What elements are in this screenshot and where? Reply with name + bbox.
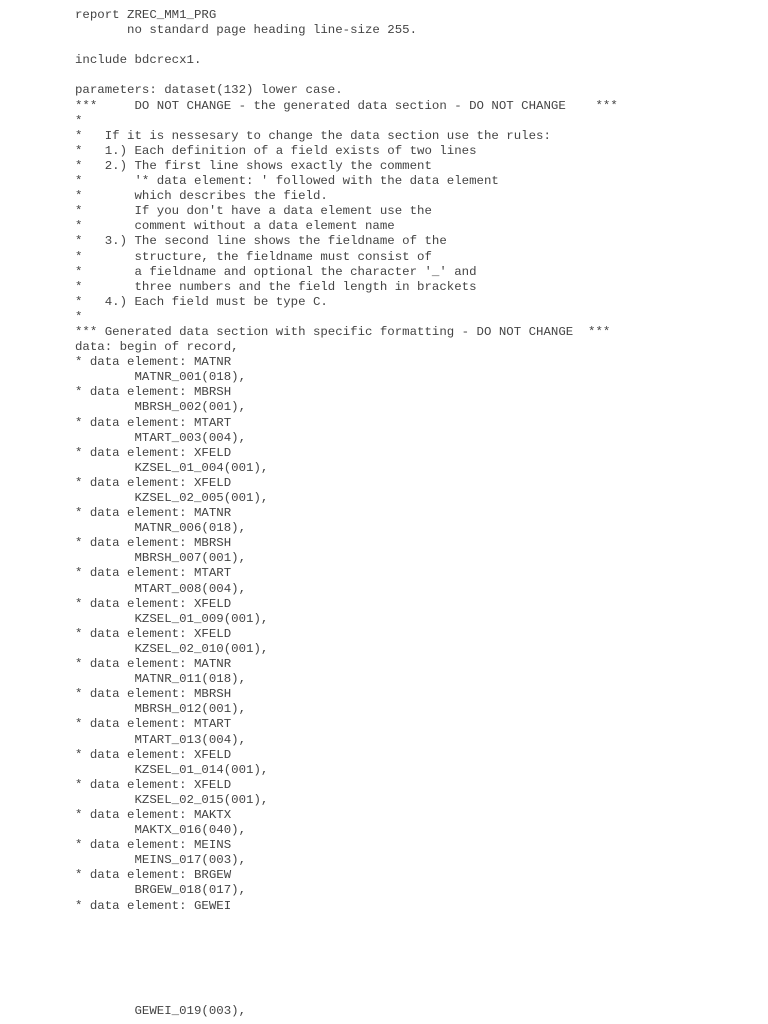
code-line: * data element: XFELD xyxy=(75,445,232,460)
code-line: * data element: MEINS xyxy=(75,838,232,853)
code-line: * 2.) The first line shows exactly the comment xyxy=(75,158,432,173)
code-line: * data element: MAKTX xyxy=(75,807,232,822)
code-line: KZSEL_02_005(001), xyxy=(75,491,269,505)
code-line: * data element: MATNR xyxy=(75,506,232,521)
code-line: * 3.) The second line shows the fieldname of the xyxy=(75,234,447,249)
code-line: * data element: XFELD xyxy=(75,475,232,490)
code-line xyxy=(75,989,618,1004)
code-line: MATNR_006(018), xyxy=(75,521,247,536)
code-line: data: begin of record, xyxy=(75,340,239,355)
code-line: * which describes the field. xyxy=(75,189,328,204)
code-line: MBRSH_007(001), xyxy=(75,551,247,566)
code-line: * If you don't have a data element use the xyxy=(75,204,432,219)
code-line: * data element: MBRSH xyxy=(75,536,232,551)
code-line: * comment without a data element name xyxy=(75,219,395,234)
code-line: MAKTX_016(040), xyxy=(75,823,247,838)
code-line: KZSEL_02_015(001), xyxy=(75,792,269,807)
code-line: * data element: GEWEI xyxy=(75,898,232,913)
code-line: * data element: MBRSH xyxy=(75,385,232,400)
code-line: KZSEL_01_009(001), xyxy=(75,611,269,626)
code-line xyxy=(75,944,618,959)
code-line: * data element: MTART xyxy=(75,415,232,430)
code-line: MBRSH_012(001), xyxy=(75,702,247,717)
code-line: MTART_008(004), xyxy=(75,581,247,596)
code-line: * data element: XFELD xyxy=(75,747,232,762)
code-line: * xyxy=(75,113,83,128)
code-line: * data element: XFELD xyxy=(75,777,232,792)
code-line: * data element: BRGEW xyxy=(75,868,232,883)
code-line: MATNR_011(018), xyxy=(75,672,247,687)
code-line: * data element: XFELD xyxy=(75,626,232,641)
code-line: KZSEL_01_014(001), xyxy=(75,762,269,777)
code-line: * If it is nessesary to change the data section use the rules: xyxy=(75,128,551,143)
code-line: * data element: MTART xyxy=(75,566,232,581)
code-line: * data element: MTART xyxy=(75,717,232,732)
code-line: MTART_013(004), xyxy=(75,732,247,747)
code-line: report ZREC_MM1_PRG xyxy=(75,8,217,22)
code-line: MBRSH_002(001), xyxy=(75,400,247,415)
code-line: * structure, the fieldname must consist of xyxy=(75,249,432,264)
code-line: * data element: MATNR xyxy=(75,355,232,370)
code-line: KZSEL_01_004(001), xyxy=(75,460,269,475)
code-line: * data element: MBRSH xyxy=(75,687,232,702)
code-line: BRGEW_018(017), xyxy=(75,883,247,898)
code-line: *** DO NOT CHANGE - the generated data section - DO NOT CHANGE *** xyxy=(75,98,618,113)
code-line: * data element: XFELD xyxy=(75,596,232,611)
code-line xyxy=(75,974,618,989)
code-line: no standard page heading line-size 255. xyxy=(75,23,418,38)
code-line: * 4.) Each field must be type C. xyxy=(75,294,328,309)
code-line xyxy=(75,914,618,929)
code-line: MTART_003(004), xyxy=(75,430,247,445)
code-line xyxy=(75,38,618,53)
code-line: * 1.) Each definition of a field exists of two lines xyxy=(75,143,477,158)
code-line xyxy=(75,959,618,974)
code-line: MEINS_017(003), xyxy=(75,853,247,868)
code-line: include bdcrecx1. xyxy=(75,53,202,68)
code-line: KZSEL_02_010(001), xyxy=(75,641,269,656)
code-line: *** Generated data section with specific formatting - DO NOT CHANGE *** xyxy=(75,324,611,339)
code-line: MATNR_001(018), xyxy=(75,370,247,385)
code-line: parameters: dataset(132) lower case. xyxy=(75,83,343,98)
code-line xyxy=(75,929,618,944)
code-line: GEWEI_019(003), xyxy=(75,1004,247,1019)
code-line: * data element: MATNR xyxy=(75,657,232,672)
code-line xyxy=(75,68,618,83)
code-listing xyxy=(75,8,618,1019)
code-line: * three numbers and the field length in brackets xyxy=(75,279,477,294)
code-line: * '* data element: ' followed with the data element xyxy=(75,174,499,189)
code-line: * a fieldname and optional the character '_' and xyxy=(75,264,477,279)
code-line: * xyxy=(75,309,83,324)
